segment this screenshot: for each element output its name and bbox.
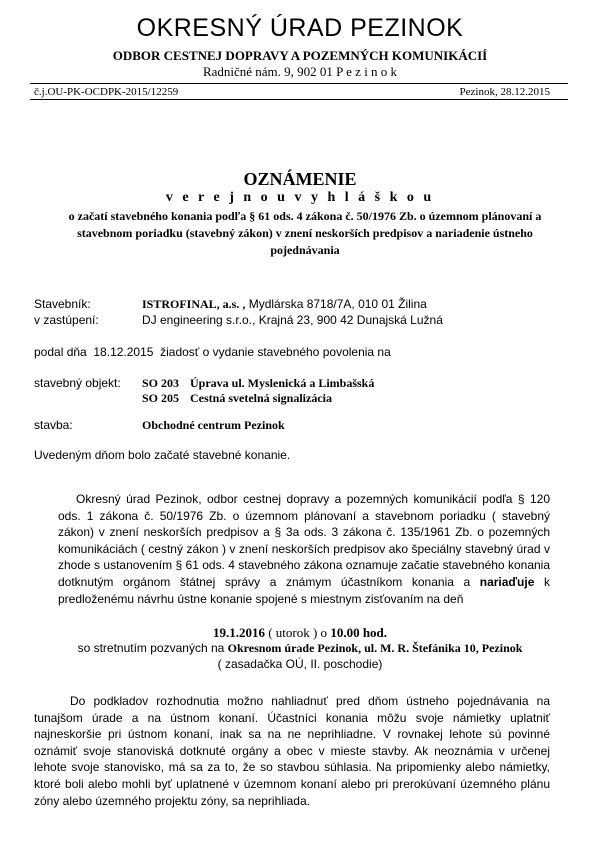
hearing-time: 10.00 hod.	[330, 625, 388, 640]
place-and-date: Pezinok, 28.12.2015	[459, 86, 550, 98]
hearing-location: Okresnom úrade Pezinok, ul. M. R. Štefánika 10, Pezinok	[227, 641, 523, 655]
office-title: OKRESNÝ ÚRAD PEZINOK	[136, 14, 464, 42]
building-object-name-1: Úprava ul. Myslenická a Limbašská	[190, 376, 375, 390]
representative-label: v zastúpení:	[34, 313, 99, 327]
hearing-date-line	[0, 625, 600, 641]
notice-text-2: k predloženému návrhu ústne konanie spojené s miestnym zisťovaním na deň	[58, 574, 550, 606]
department-name: ODBOR CESTNEJ DOPRAVY A POZEMNÝCH KOMUNIKÁCIÍ	[112, 48, 488, 63]
reference-number: č.j.OU-PK-OCDPK-2015/12259	[34, 86, 179, 98]
construction-value: Obchodné centrum Pezinok	[142, 418, 285, 432]
builder-name: ISTROFINAL, a.s. ,	[142, 297, 246, 311]
office-address: Radničné nám. 9, 902 01 P e z i n o k	[202, 64, 398, 79]
notice-text-1: Okresný úrad Pezinok, odbor cestnej dopravy a pozemných komunikácií podľa § 120 ods. 1 zákona č. 50/1976 Zb. o územnom plánovaní a stavebnom poriadku ( stavebný zákon) v znení neskorších predpisov a § 3a ods. 3 zákona č. 135/1961 Zb. o pozemných komunikáciách ( cestný zákon ) v znení neskorších predpisov ako špeciálny stavebný úrad v zhode s ustanovením § 61 ods. 4 stavebného zákona oznamuje začatie stavebného konania dotknutým orgánom štátnej správy a známym účastníkom konania a	[58, 492, 550, 589]
building-object-code-2: SO 205	[142, 391, 180, 405]
hearing-date: 19.1.2016	[212, 625, 265, 640]
hearing-weekday: ( utorok ) o	[264, 625, 331, 640]
building-object-label: stavebný objekt:	[34, 376, 121, 390]
document-heading: OZNÁMENIE	[243, 169, 357, 189]
builder-value	[142, 297, 427, 312]
notice-paragraph	[58, 491, 550, 607]
representative-value: DJ engineering s.r.o., Krajná 23, 900 42 Dunajská Lužná	[142, 313, 443, 327]
hearing-room: ( zasadačka OÚ, II. poschodie)	[217, 657, 383, 671]
proceedings-initiated: Uvedeným dňom bolo začaté stavebné konanie.	[34, 448, 291, 462]
filed-statement: podal dňa 18.12.2015 žiadosť o vydanie stavebného povolenia na	[34, 345, 391, 359]
notice-order-word: nariaďuje	[479, 574, 535, 589]
hearing-location-line	[0, 641, 600, 656]
builder-label: Stavebník:	[34, 297, 91, 311]
document-subject: o začatí stavebného konania podľa § 61 ods. 4 zákona č. 50/1976 Zb. o územnom plánovaní a stavebnom poriadku (stavebný zákon) v znení neskorších predpisov a nariadenie ústneho pojednávania	[68, 209, 542, 257]
construction-label: stavba:	[34, 418, 73, 432]
header-rule-bottom	[30, 99, 568, 100]
inspection-paragraph: Do podkladov rozhodnutia možno nahliadnuť pred dňom ústneho pojednávania na tunajšom úrade a na ústnom konaní. Účastníci konania môžu svoje námietky uplatniť najneskoršie pri ústnom konaní, inak sa na ne neprihliadne. V rovnakej lehote sú povinné oznámiť svoje stanoviská dotknuté orgány a obec v mieste stavby. Ak neoznámia v určenej lehote svoje stanovisko, má sa za to, že so stavbou súhlasia. Na pripomienky alebo námietky, ktoré boli alebo mohli byť uplatnené v územnom konaní alebo pri prerokúvaní územného plánu zóny alebo územného projektu zóny, sa neprihliada.	[34, 694, 550, 808]
building-object-name-2: Cestná svetelná signalizácia	[190, 391, 332, 405]
builder-address: Mydlárska 8718/7A, 010 01 Žilina	[245, 297, 427, 311]
document-subheading: v e r e j n o u v y h l á š k o u	[165, 190, 435, 205]
header-rule-top	[30, 83, 568, 84]
hearing-meeting-prefix: so stretnutím pozvaných na	[77, 641, 228, 655]
building-object-code-1: SO 203	[142, 376, 180, 390]
